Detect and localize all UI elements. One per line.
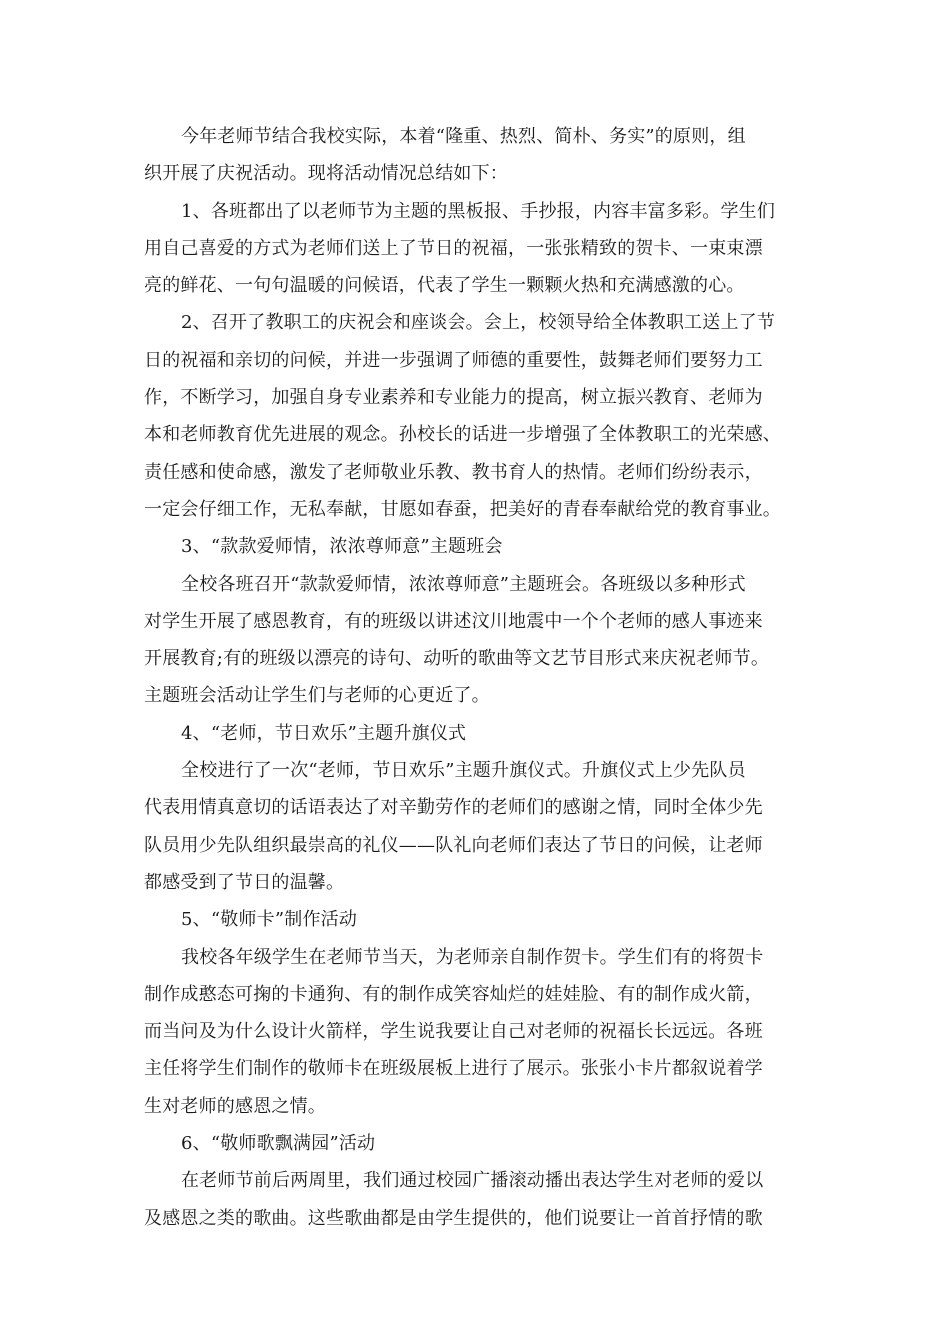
paragraph-line: 及感恩之类的歌曲。这些歌曲都是由学生提供的，他们说要让一首首抒情的歌 [144,1207,763,1229]
paragraph-line: 日的祝福和亲切的问候，并进一步强调了师德的重要性，鼓舞老师们要努力工 [144,349,763,371]
paragraph-line: 今年老师节结合我校实际，本着“隆重、热烈、简朴、务实”的原则，组 [181,126,746,147]
paragraph-line: 主题班会活动让学生们与老师的心更近了。 [144,685,490,707]
paragraph-line: 队员用少先队组织最崇高的礼仪——队礼向老师们表达了节日的问候，让老师 [144,834,763,856]
section-heading: 6、“敬师歌飘满园”活动 [181,1133,376,1155]
paragraph-line: 都感受到了节日的温馨。 [144,871,345,893]
paragraph-line: 在老师节前后两周里，我们通过校园广播滚动播出表达学生对老师的爱以 [181,1170,764,1192]
paragraph-line: 对学生开展了感恩教育，有的班级以讲述汶川地震中一个个老师的感人事迹来 [144,610,763,632]
paragraph-line: 而当问及为什么设计火箭样，学生说我要让自己对老师的祝福长长远远。各班 [144,1021,763,1043]
paragraph-line: 代表用情真意切的话语表达了对辛勤劳作的老师们的感谢之情，同时全体少先 [144,797,763,819]
paragraph-line: 责任感和使命感，激发了老师敬业乐教、教书育人的热情。老师们纷纷表示， [144,461,763,483]
paragraph-line: 1、各班都出了以老师节为主题的黑板报、手抄报，内容丰富多彩。学生们 [181,200,776,222]
paragraph-line: 生对老师的感恩之情。 [144,1095,326,1117]
paragraph-line: 织开展了庆祝活动。现将活动情况总结如下： [144,163,508,185]
paragraph-line: 作，不断学习，加强自身专业素养和专业能力的提高，树立振兴教育、老师为 [144,387,763,409]
paragraph-line: 主任将学生们制作的敬师卡在班级展板上进行了展示。张张小卡片都叙说着学 [144,1058,763,1080]
paragraph-line: 全校进行了一次“老师，节日欢乐”主题升旗仪式。升旗仪式上少先队员 [181,760,746,782]
section-heading: 3、“款款爱师情，浓浓尊师意”主题班会 [181,536,503,558]
document-body [144,118,810,1237]
paragraph-line: 2、召开了教职工的庆祝会和座谈会。会上，校领导给全体教职工送上了节 [181,312,776,334]
paragraph-line: 用自己喜爱的方式为老师们送上了节日的祝福，一张张精致的贺卡、一束束漂 [144,237,763,259]
paragraph-line: 制作成憨态可掬的卡通狗、有的制作成笑容灿烂的娃娃脸、有的制作成火箭， [144,983,763,1005]
paragraph-line: 我校各年级学生在老师节当天，为老师亲自制作贺卡。学生们有的将贺卡 [181,946,764,968]
paragraph-line: 一定会仔细工作，无私奉献，甘愿如春蚕，把美好的青春奉献给党的教育事业。 [144,498,781,520]
paragraph-line: 亮的鲜花、一句句温暖的问候语，代表了学生一颗颗火热和充满感激的心。 [144,275,745,297]
section-heading: 4、“老师，节日欢乐”主题升旗仪式 [181,722,467,744]
paragraph-line: 开展教育;有的班级以漂亮的诗句、动听的歌曲等文艺节目形式来庆祝老师节。 [144,648,770,670]
paragraph-line: 本和老师教育优先进展的观念。孙校长的话进一步增强了全体教职工的光荣感、 [144,424,781,446]
paragraph-line: 全校各班召开“款款爱师情，浓浓尊师意”主题班会。各班级以多种形式 [181,573,746,595]
section-heading: 5、“敬师卡”制作活动 [181,909,358,931]
